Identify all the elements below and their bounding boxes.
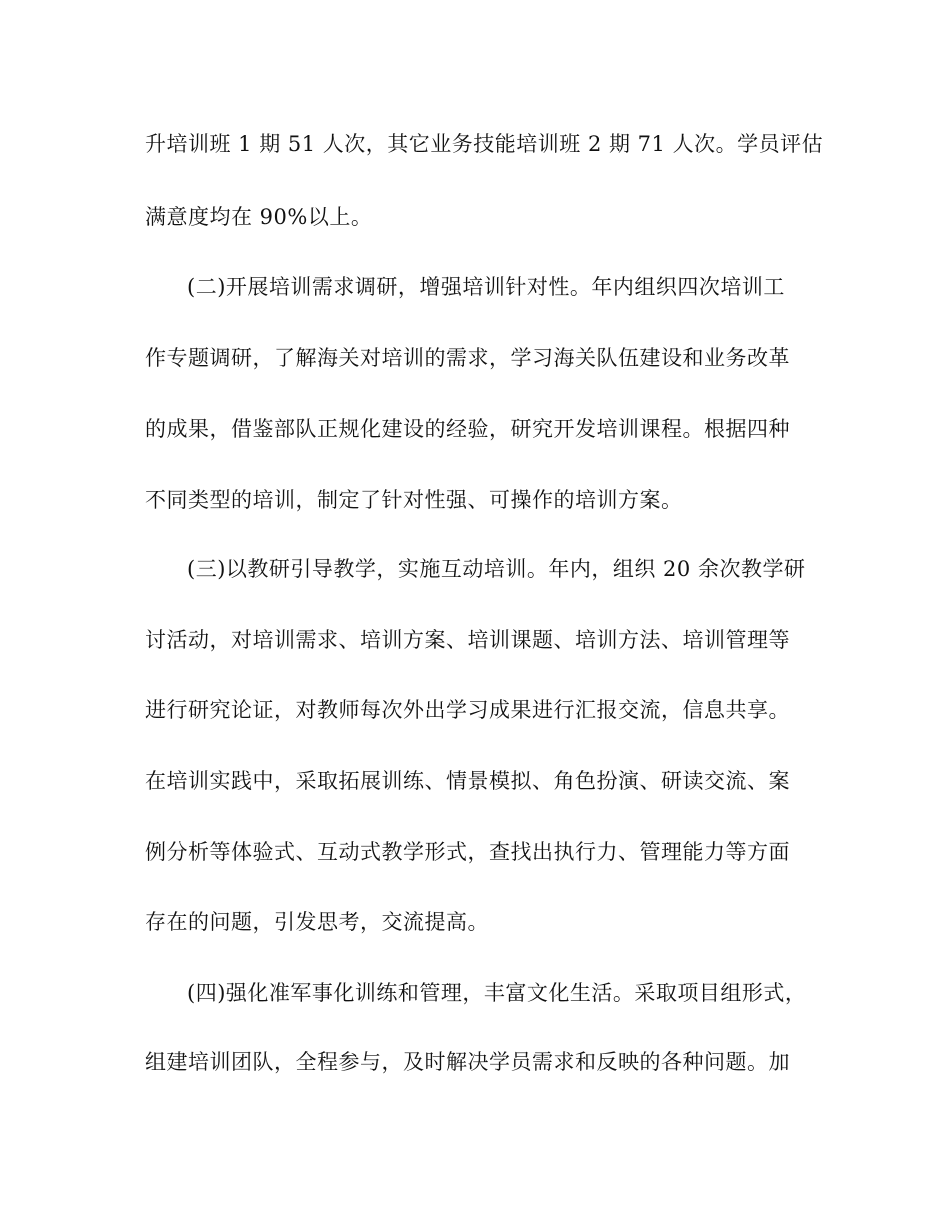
paragraph-2-line-4: 不同类型的培训，制定了针对性强、可操作的培训方案。	[145, 488, 683, 512]
paragraph-3-line-3: 进行研究论证，对教师每次外出学习成果进行汇报交流，信息共享。	[145, 698, 790, 722]
paragraph-2-line-3: 的成果，借鉴部队正规化建设的经验，研究开发培训课程。根据四种	[145, 417, 790, 441]
paragraph-4-line-2: 组建培训团队，全程参与，及时解决学员需求和反映的各种问题。加	[145, 1050, 790, 1074]
paragraph-2-line-1: (二)开展培训需求调研，增强培训针对性。年内组织四次培训工	[187, 275, 785, 299]
paragraph-3-line-2: 讨活动，对培训需求、培训方案、培训课题、培训方法、培训管理等	[145, 628, 790, 652]
paragraph-3-line-1: (三)以教研引导教学，实施互动培训。年内，组织 20 余次教学研	[187, 557, 806, 581]
paragraph-1-line-1: 升培训班 1 期 51 人次，其它业务技能培训班 2 期 71 人次。学员评估	[145, 132, 824, 156]
paragraph-3-line-6: 存在的问题，引发思考，交流提高。	[145, 910, 489, 934]
paragraph-4-line-1: (四)强化准军事化训练和管理，丰富文化生活。采取项目组形式，	[187, 981, 807, 1005]
paragraph-3-line-4: 在培训实践中，采取拓展训练、情景模拟、角色扮演、研读交流、案	[145, 769, 790, 793]
paragraph-2-line-2: 作专题调研，了解海关对培训的需求，学习海关队伍建设和业务改革	[145, 346, 790, 370]
paragraph-3-line-5: 例分析等体验式、互动式教学形式，查找出执行力、管理能力等方面	[145, 840, 790, 864]
paragraph-1-line-2: 满意度均在 90%以上。	[145, 205, 373, 229]
